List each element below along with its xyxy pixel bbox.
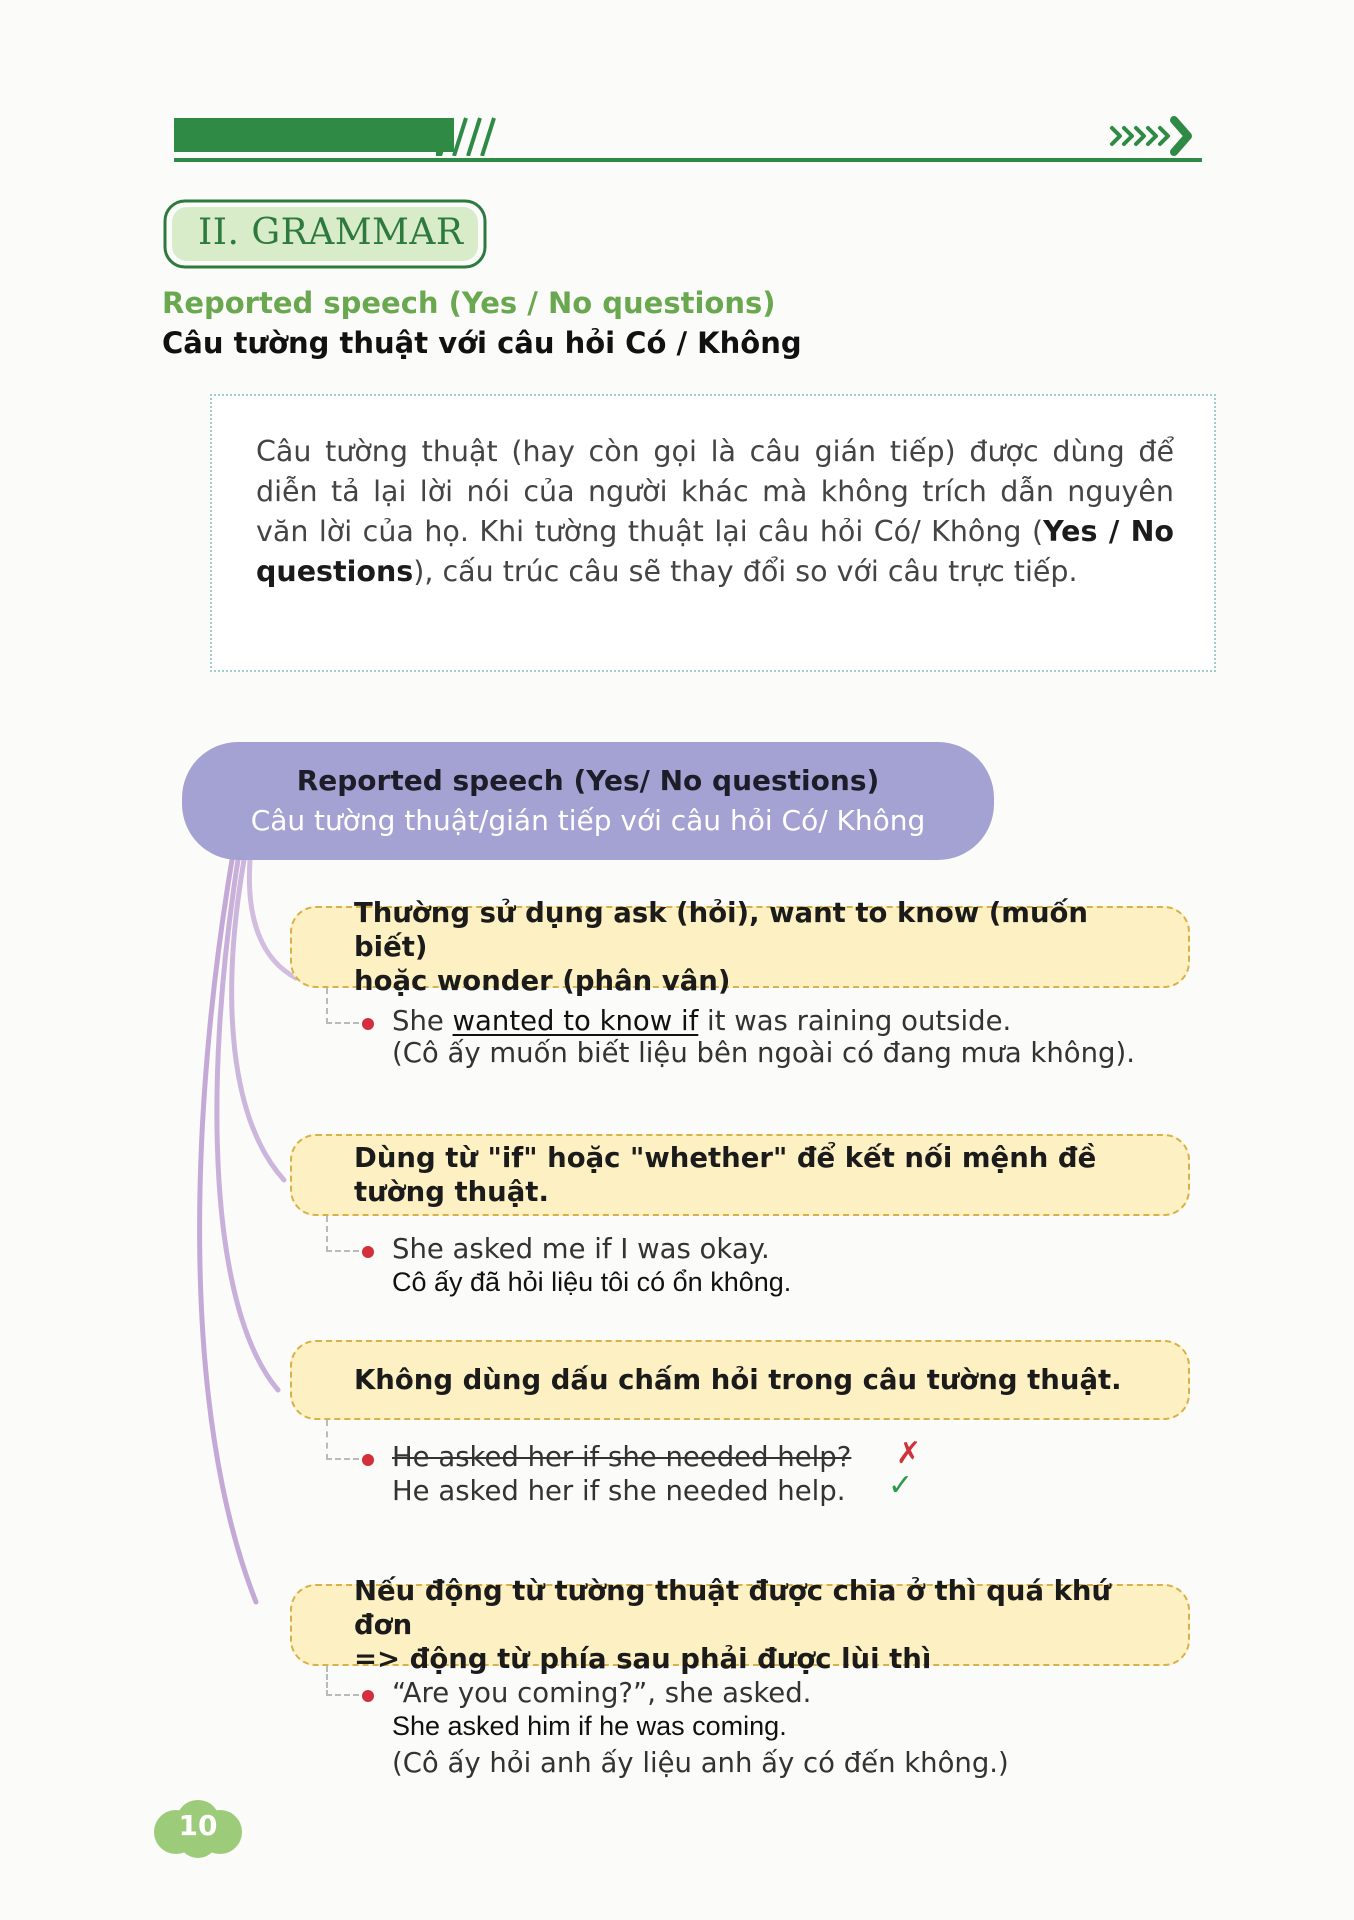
rule-3-line-1: Không dùng dấu chấm hỏi trong câu tường thuật.: [354, 1364, 1122, 1396]
example-4-reported: She asked him if he was coming.: [392, 1711, 787, 1741]
intro-text-part: ), cấu trúc câu sẽ thay đổi so với câu trực tiếp.: [413, 555, 1078, 588]
connector: [326, 1420, 368, 1460]
cross-icon: ✗: [896, 1436, 922, 1471]
intro-highlight: Yes / No questions: [256, 515, 1175, 588]
diagram-branches: [150, 850, 310, 1610]
connector: [326, 1216, 368, 1252]
rule-2-line-2: tường thuật.: [354, 1176, 549, 1208]
diagram-subtitle: Câu tường thuật/gián tiếp với câu hỏi Có/ Không: [250, 804, 926, 837]
rule-4-line-2: => động từ phía sau phải được lùi thì: [354, 1643, 932, 1675]
check-icon: ✓: [888, 1468, 914, 1503]
connector: [326, 988, 368, 1024]
connector: [326, 1666, 368, 1696]
rule-2-line-1: Dùng từ "if" hoặc "whether" để kết nối mệnh đề: [354, 1142, 1097, 1174]
intro-box: [210, 394, 1216, 672]
bullet-dot: [362, 1018, 374, 1030]
example-1-sentence: [392, 1004, 1011, 1038]
example-underlined: wanted to know if: [452, 1005, 699, 1037]
rule-box-4: [290, 1575, 1190, 1675]
header-bar: [174, 118, 454, 152]
rule-box-2: [290, 1134, 1190, 1216]
example-3-wrong: He asked her if she needed help?: [392, 1441, 852, 1473]
intro-text-part: Câu tường thuật (hay còn gọi là câu gián tiếp) được dùng để diễn tả lại lời nói của người khác mà không trích dẫn nguyên văn lời của họ. Khi tường thuật lại câu hỏi Có/ Không (: [256, 435, 1174, 548]
bullet-dot: [362, 1690, 374, 1702]
subtitle-vietnamese: Câu tường thuật với câu hỏi Có / Không: [162, 326, 802, 360]
rule-1-line-1: Thường sử dụng ask (hỏi), want to know (muốn biết): [354, 897, 1088, 963]
example-2-translation: Cô ấy đã hỏi liệu tôi có ổn không.: [392, 1267, 792, 1297]
example-text: She: [392, 1005, 453, 1037]
chevron-right-icon: [1108, 116, 1198, 156]
diagram-title: Reported speech (Yes/ No questions): [296, 764, 880, 797]
rule-4-line-1: Nếu động từ tường thuật được chia ở thì quá khứ đơn: [354, 1575, 1112, 1641]
bullet-dot: [362, 1246, 374, 1258]
example-4-translation: (Cô ấy hỏi anh ấy liệu anh ấy có đến không.): [392, 1747, 1009, 1779]
header-slash-decoration: [436, 112, 506, 156]
header-rule-line: [174, 158, 1202, 162]
intro-text: [256, 432, 1174, 592]
rule-box-3: [290, 1340, 1190, 1420]
subtitle-english: Reported speech (Yes / No questions): [162, 286, 776, 320]
page-number: 10: [178, 1809, 218, 1842]
example-1-translation: (Cô ấy muốn biết liệu bên ngoài có đang mưa không).: [392, 1037, 1135, 1069]
rule-box-1: [290, 897, 1190, 997]
example-text: it was raining outside.: [698, 1005, 1012, 1037]
rule-1-line-2: hoặc wonder (phân vân): [354, 965, 731, 997]
example-4-direct: “Are you coming?”, she asked.: [392, 1677, 812, 1709]
bullet-dot: [362, 1454, 374, 1466]
example-3-right: He asked her if she needed help.: [392, 1475, 846, 1507]
section-title: II. GRAMMAR: [198, 212, 464, 253]
diagram-title-pill: [182, 742, 994, 860]
example-2-sentence: She asked me if I was okay.: [392, 1233, 770, 1265]
